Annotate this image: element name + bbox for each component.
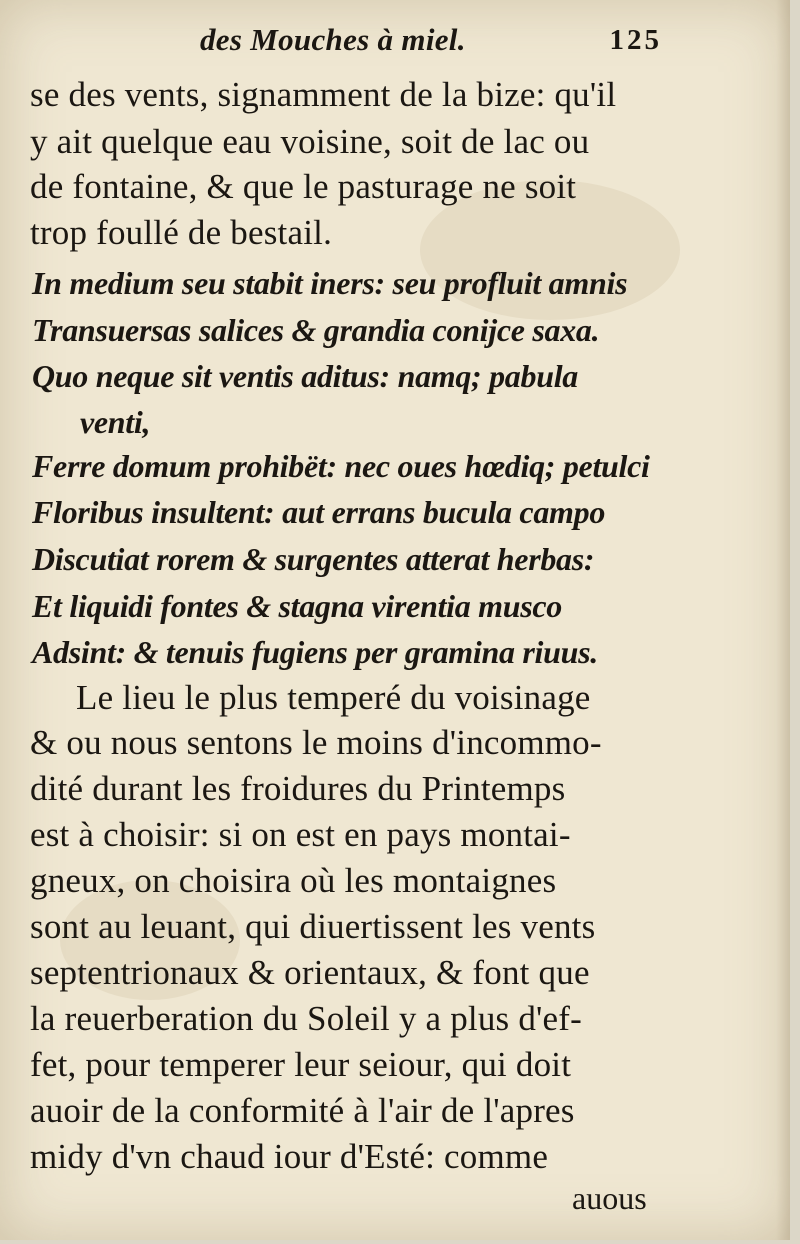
text-line: de fontaine, & que le pasturage ne soit [30, 167, 577, 206]
page-header [200, 22, 662, 72]
text-line: midy d'vn chaud iour d'Esté: comme [30, 1137, 549, 1176]
verse-line: In medium seu stabit iners: seu profluit amnis [32, 265, 628, 301]
text-line: & ou nous sentons le moins d'incommo- [30, 723, 602, 762]
text-line: y ait quelque eau voisine, soit de lac ou [30, 122, 590, 161]
verse-line: Quo neque sit ventis aditus: namq; pabula [32, 358, 578, 394]
text-line: Le lieu le plus temperé du voisinage [76, 678, 591, 717]
running-head: des Mouches à miel. [200, 22, 466, 57]
verse-line: Ferre domum prohibët: nec oues hœdiq; petulci [32, 448, 650, 484]
text-line: fet, pour temperer leur seiour, qui doit [30, 1045, 572, 1084]
page-number: 125 [609, 24, 662, 56]
verse-line: Et liquidi fontes & stagna virentia musco [32, 588, 562, 624]
text-line: dité durant les froidures du Printemps [30, 769, 566, 808]
text-line: est à choisir: si on est en pays montai- [30, 815, 571, 854]
verse-line: Floribus insultent: aut errans bucula campo [32, 494, 606, 530]
text-line: trop foullé de bestail. [30, 213, 333, 252]
verse-line: Transuersas salices & grandia conijce saxa. [32, 312, 600, 348]
text-line: la reuerberation du Soleil y a plus d'ef- [30, 999, 582, 1038]
verse-line: venti, [80, 404, 151, 440]
text-line: gneux, on choisira où les montaignes [30, 861, 557, 900]
text-line: se des vents, signamment de la bize: qu'il [30, 75, 617, 114]
catchword: auous [572, 1180, 647, 1216]
text-line: sont au leuant, qui diuertissent les vents [30, 907, 596, 946]
verse-line: Adsint: & tenuis fugiens per gramina riuus. [32, 634, 598, 670]
verse-line: Discutiat rorem & surgentes atterat herbas: [32, 541, 595, 577]
text-line: auoir de la conformité à l'air de l'apres [30, 1091, 575, 1130]
text-line: septentrionaux & orientaux, & font que [30, 953, 590, 992]
